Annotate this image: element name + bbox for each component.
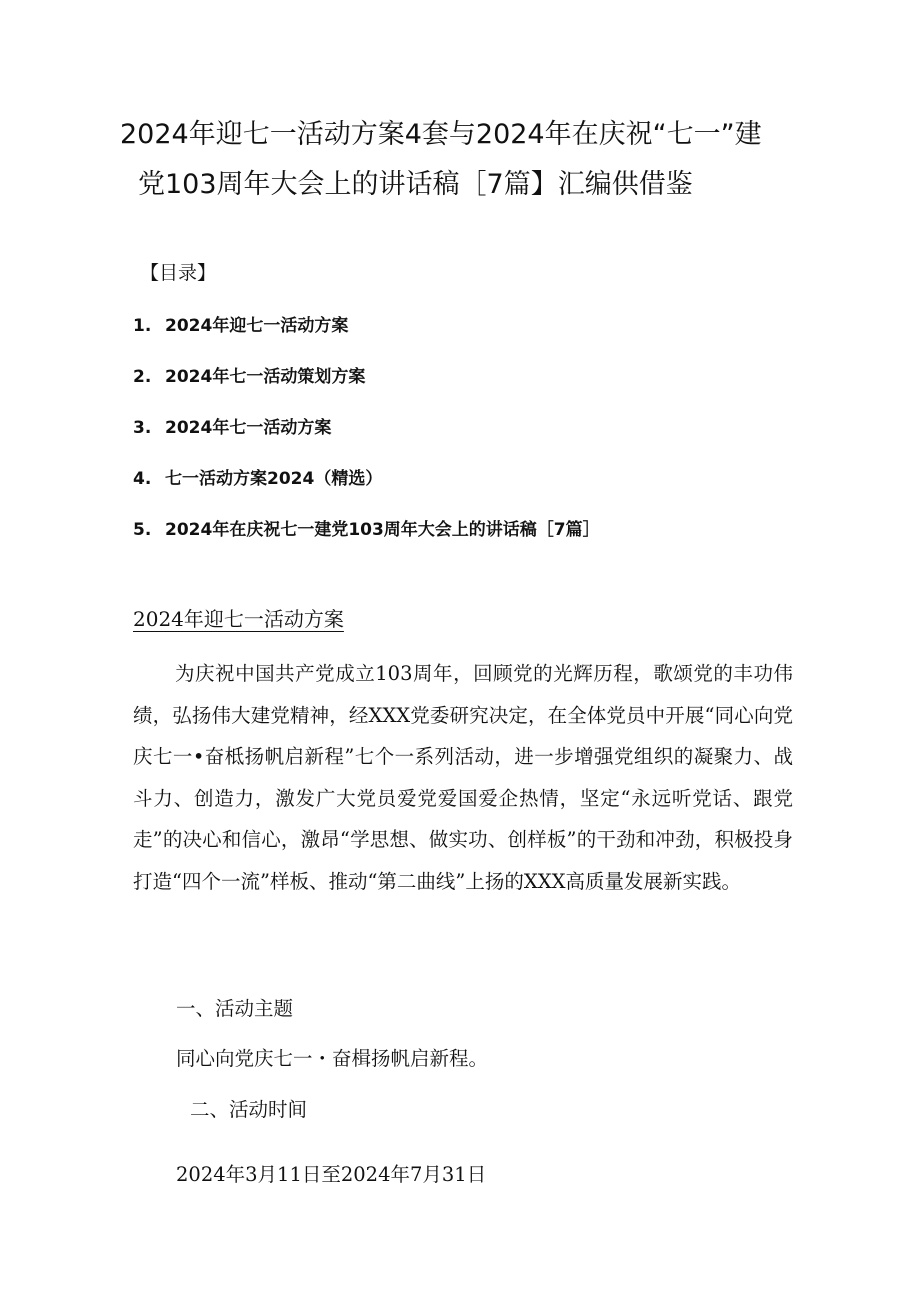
toc-item-number: 2. — [133, 367, 152, 387]
time-heading: 二、活动时间 — [190, 1098, 308, 1121]
section-heading: 2024年迎七一活动方案 — [133, 607, 344, 631]
toc-item-3[interactable] — [133, 412, 600, 463]
toc-item-text: 2024年七一活动方案 — [165, 418, 332, 438]
toc-item-text: 2024年迎七一活动方案 — [165, 316, 349, 336]
toc-item-number: 3. — [133, 418, 152, 438]
toc-item-1[interactable] — [133, 310, 600, 361]
theme-text: 同心向党庆七一・奋楫扬帆启新程。 — [176, 1047, 489, 1070]
document-title-line-1: 2024年迎七一活动方案4套与2024年在庆祝“七一”建 — [120, 119, 762, 150]
toc-item-text: 2024年七一活动策划方案 — [165, 367, 366, 387]
toc-heading: 【目录】 — [140, 262, 217, 284]
toc-item-2[interactable] — [133, 361, 600, 412]
document-title-line-2: 党103周年大会上的讲话稿［7篇】汇编供借鉴 — [138, 169, 693, 200]
toc-item-number: 4. — [133, 469, 152, 489]
toc-item-number: 5. — [133, 520, 152, 540]
table-of-contents — [133, 310, 600, 565]
toc-item-number: 1. — [133, 316, 152, 336]
toc-item-4[interactable] — [133, 463, 600, 514]
toc-item-text: 2024年在庆祝七一建党103周年大会上的讲话稿［7篇］ — [165, 520, 600, 540]
theme-heading: 一、活动主题 — [176, 997, 294, 1020]
document-title — [120, 110, 810, 210]
intro-paragraph: 为庆祝中国共产党成立103周年，回顾党的光辉历程，歌颂党的丰功伟绩，弘扬伟大建党精神，经XXX党委研究决定，在全体党员中开展“同心向党庆七一•奋柢扬帆启新程”七个一系列活动，进一步增强党组织的凝聚力、战斗力、创造力，激发广大党员爱党爱国爱企热情，坚定“永远听党话、跟党走”的决心和信心，激昂“学思想、做实功、创样板”的干劲和冲劲，积极投身打造“四个一流”样板、推动“第二曲线”上扬的XXX高质量发展新实践。 — [133, 662, 793, 893]
toc-item-5[interactable] — [133, 514, 600, 565]
toc-item-text: 七一活动方案2024（精选） — [165, 469, 383, 489]
time-text: 2024年3月11日至2024年7月31日 — [176, 1163, 487, 1186]
